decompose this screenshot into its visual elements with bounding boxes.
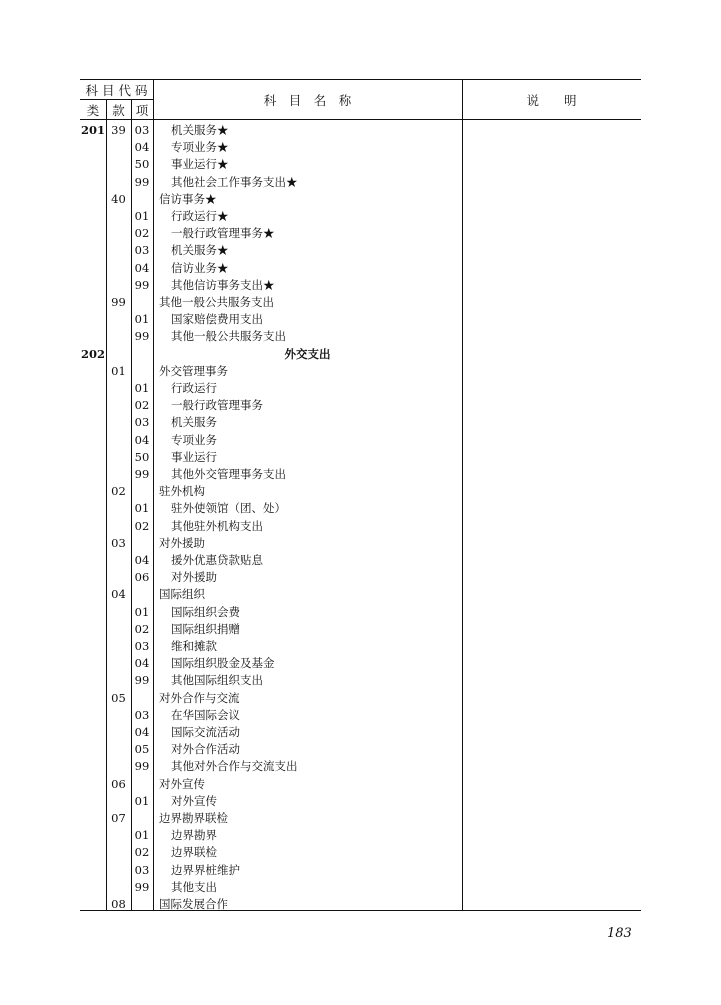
subject-name: 机关服务★ (171, 123, 229, 137)
table-row (80, 363, 641, 380)
subject-name: 行政运行 (171, 381, 217, 395)
xiang-code: 04 (134, 725, 150, 739)
subject-name: 国际发展合作 (159, 897, 228, 911)
xiang-code: 06 (134, 570, 150, 585)
table-row (80, 139, 641, 156)
xiang-code: 50 (134, 449, 150, 464)
xiang-code: 01 (134, 501, 150, 516)
table-row (80, 707, 641, 724)
xiang-code: 99 (134, 174, 150, 189)
subject-name: 其他对外合作与交流支出 (171, 759, 298, 774)
subject-name: 对外合作活动 (171, 742, 240, 757)
kuan-code: 02 (111, 484, 126, 499)
table-row (80, 174, 641, 191)
subject-name: 国际交流活动 (171, 725, 240, 739)
subject-name: 国际组织捐赠 (171, 621, 240, 636)
xiang-code: 99 (134, 759, 150, 774)
kuan-code: 39 (111, 123, 126, 137)
subject-name: 其他社会工作事务支出★ (171, 174, 298, 189)
table-row (80, 896, 641, 913)
subject-name: 边界界桩维护 (171, 862, 240, 877)
subject-name: 对外合作与交流 (159, 690, 240, 705)
kuan-code: 08 (111, 897, 126, 911)
subject-name: 边界勘界 (171, 828, 217, 843)
subject-name-header: 科 目 名 称 (263, 93, 352, 108)
table-row (80, 466, 641, 483)
kuan-code: 03 (111, 535, 126, 550)
subject-name: 一般行政管理事务★ (171, 226, 275, 241)
subject-name: 国际组织会费 (171, 604, 240, 619)
table-row (80, 449, 641, 466)
table-row (80, 793, 641, 810)
table-row (80, 569, 641, 586)
kuan-code: 05 (111, 690, 126, 705)
kuan-code: 40 (111, 191, 126, 206)
xiang-code: 01 (134, 604, 150, 619)
table-row (80, 414, 641, 431)
subject-name: 其他信访事务支出★ (171, 277, 275, 292)
table-row (80, 862, 641, 879)
xiang-code: 99 (134, 277, 150, 292)
lei-header: 类 (86, 103, 100, 118)
subject-name: 对外援助 (171, 570, 217, 585)
table-row (80, 518, 641, 535)
xiang-code: 05 (134, 742, 150, 757)
table-row (80, 156, 641, 173)
subject-name: 事业运行 (171, 449, 217, 464)
xiang-code: 01 (134, 312, 150, 327)
xiang-code: 01 (134, 209, 150, 223)
subject-name: 信访业务★ (171, 260, 229, 275)
xiang-code: 04 (134, 656, 150, 671)
kuan-code: 01 (111, 363, 126, 378)
table-row (80, 810, 641, 827)
table-top-rule (80, 79, 641, 80)
table-row (80, 844, 641, 861)
table-row (80, 690, 641, 707)
kuan-code: 99 (111, 295, 126, 309)
subject-name: 驻外使领馆（团、处） (171, 501, 286, 516)
subject-name: 其他一般公共服务支出 (171, 329, 286, 344)
table-row (80, 397, 641, 414)
table-row (80, 535, 641, 552)
table-row (80, 277, 641, 294)
subject-name: 专项业务 (171, 432, 217, 447)
xiang-code: 01 (134, 381, 150, 395)
subject-name: 边界联检 (171, 845, 217, 860)
lei-code: 202 (80, 346, 105, 361)
table-row (80, 346, 641, 363)
subject-name: 对外宣传 (159, 776, 205, 791)
xiang-code: 99 (134, 467, 150, 481)
note-header: 说 明 (526, 93, 577, 108)
xiang-code: 02 (134, 398, 150, 413)
subject-name: 机关服务★ (171, 243, 229, 258)
subject-name: 对外援助 (159, 535, 205, 550)
xiang-code: 02 (134, 845, 150, 860)
subject-name: 外交管理事务 (159, 363, 228, 378)
table-row (80, 672, 641, 689)
xiang-code: 01 (134, 793, 150, 808)
subject-name: 援外优惠贷款贴息 (171, 553, 263, 567)
table-row (80, 260, 641, 277)
xiang-code: 99 (134, 329, 150, 344)
xiang-code: 03 (134, 243, 150, 258)
table-row (80, 552, 641, 569)
xiang-code: 04 (134, 260, 150, 275)
table-row (80, 328, 641, 345)
xiang-code: 02 (134, 621, 150, 636)
table-row (80, 586, 641, 603)
xiang-code: 03 (134, 639, 150, 653)
table-row (80, 432, 641, 449)
code-group-divider (80, 99, 153, 100)
xiang-code: 99 (134, 673, 150, 688)
xiang-code: 03 (134, 707, 150, 722)
table-row (80, 638, 641, 655)
table-row (80, 879, 641, 896)
table-row (80, 621, 641, 638)
table-row (80, 122, 641, 139)
table-row (80, 724, 641, 741)
xiang-code: 50 (134, 157, 150, 172)
table-row (80, 294, 641, 311)
subject-name: 驻外机构 (159, 484, 205, 499)
table-row (80, 776, 641, 793)
subject-name: 在华国际会议 (171, 707, 240, 722)
kuan-header: 款 (112, 103, 125, 118)
xiang-code: 02 (134, 518, 150, 533)
xiang-code: 02 (134, 226, 150, 241)
header-bottom-rule (80, 119, 641, 120)
table-row (80, 225, 641, 242)
subject-name: 维和摊款 (171, 639, 217, 653)
lei-code: 201 (80, 123, 105, 137)
xiang-code: 03 (134, 123, 150, 137)
page-number: 183 (607, 926, 632, 941)
subject-name: 国际组织股金及基金 (171, 656, 275, 671)
xiang-code: 99 (134, 879, 150, 894)
subject-name: 事业运行★ (171, 157, 229, 172)
subject-name: 其他驻外机构支出 (171, 518, 263, 533)
subject-name: 对外宣传 (171, 793, 217, 808)
table-row (80, 500, 641, 517)
subject-name: 国际组织 (159, 587, 205, 602)
xiang-code: 03 (134, 415, 150, 430)
xiang-code: 04 (134, 140, 150, 155)
xiang-code: 04 (134, 432, 150, 447)
subject-name: 边界勘界联检 (159, 811, 228, 825)
xiang-code: 03 (134, 862, 150, 877)
subject-name: 机关服务 (171, 415, 217, 430)
table-row (80, 758, 641, 775)
subject-name: 其他支出 (171, 879, 217, 894)
subject-name: 外交支出 (284, 346, 331, 361)
code-group-header: 科 目 代 码 (85, 83, 148, 98)
kuan-code: 04 (111, 587, 126, 602)
subject-name: 国家赔偿费用支出 (171, 312, 263, 327)
table-row (80, 827, 641, 844)
table-row (80, 741, 641, 758)
subject-name: 一般行政管理事务 (171, 398, 263, 413)
subject-name: 行政运行★ (171, 209, 229, 223)
table-row (80, 604, 641, 621)
table-row (80, 483, 641, 500)
xiang-code: 01 (134, 828, 150, 843)
kuan-code: 06 (111, 776, 126, 791)
xiang-code: 04 (134, 553, 150, 567)
xiang-header: 项 (135, 103, 149, 118)
subject-name: 信访事务★ (159, 191, 217, 206)
table-row (80, 380, 641, 397)
table-row (80, 311, 641, 328)
table-row (80, 191, 641, 208)
subject-name: 其他国际组织支出 (171, 673, 263, 688)
kuan-code: 07 (111, 811, 126, 825)
table-row (80, 655, 641, 672)
subject-name: 其他一般公共服务支出 (159, 295, 274, 309)
subject-name: 专项业务★ (171, 140, 229, 155)
table-row (80, 208, 641, 225)
table-row (80, 242, 641, 259)
subject-name: 其他外交管理事务支出 (171, 467, 286, 481)
